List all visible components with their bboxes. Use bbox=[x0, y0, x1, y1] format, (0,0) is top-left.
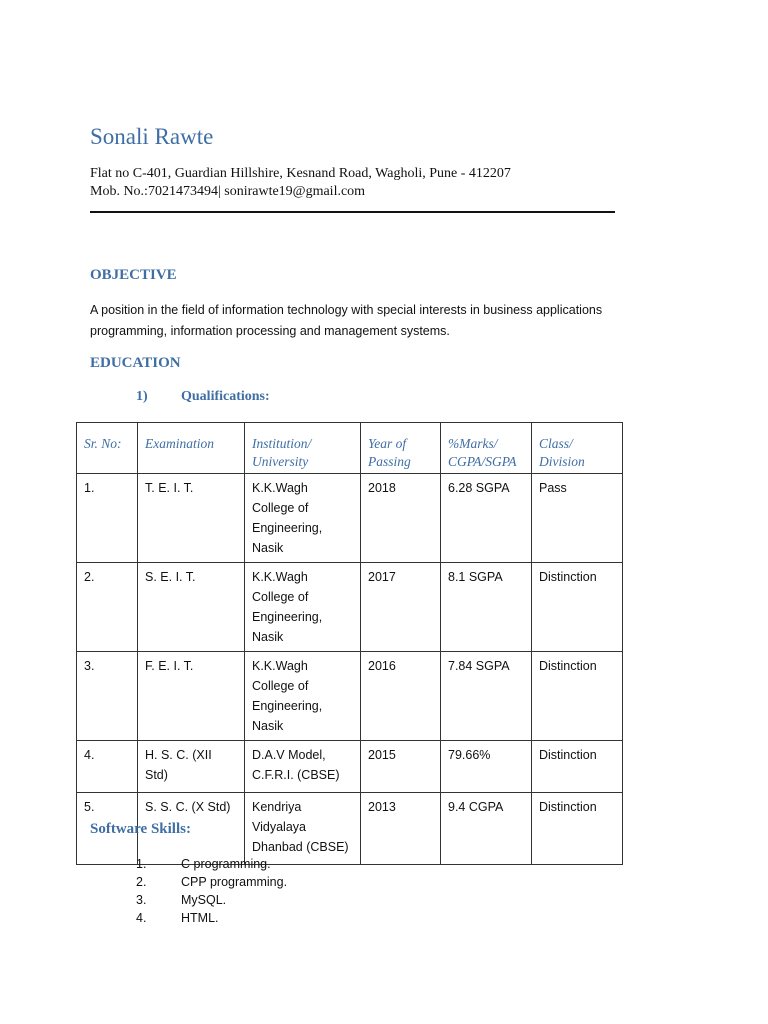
list-item bbox=[136, 909, 287, 927]
cell-marks: 9.4 CGPA bbox=[441, 793, 532, 865]
cell-year: 2018 bbox=[361, 474, 441, 563]
table-row bbox=[77, 474, 623, 563]
cell-examination: F. E. I. T. bbox=[138, 652, 245, 741]
cell-marks: 6.28 SGPA bbox=[441, 474, 532, 563]
objective-text: A position in the field of information technology with special interests in business applications programming, information processing and management systems. bbox=[90, 303, 603, 338]
qualifications-title: Qualifications: bbox=[181, 389, 270, 404]
candidate-name: Sonali Rawte bbox=[90, 124, 214, 149]
software-skills-heading: Software Skills: bbox=[90, 821, 191, 837]
cell-examination: H. S. C. (XII Std) bbox=[138, 741, 245, 793]
cell-year: 2017 bbox=[361, 563, 441, 652]
list-item-label: C programming. bbox=[181, 857, 271, 871]
list-item bbox=[136, 873, 287, 891]
cell-marks: 7.84 SGPA bbox=[441, 652, 532, 741]
column-header-examination: Examination bbox=[138, 423, 245, 474]
cell-examination: S. S. C. (X Std) bbox=[138, 793, 245, 865]
cell-institution: K.K.Wagh College of Engineering, Nasik bbox=[245, 474, 361, 563]
software-skills-list bbox=[136, 855, 287, 927]
table-header-row bbox=[77, 423, 623, 474]
qualifications-table bbox=[76, 422, 623, 865]
cell-class: Pass bbox=[532, 474, 623, 563]
column-header-year: Year of Passing bbox=[361, 423, 441, 474]
list-item-label: HTML. bbox=[181, 911, 219, 925]
list-item-number: 2. bbox=[136, 875, 147, 889]
cell-sr-no: 5. bbox=[77, 793, 138, 865]
list-item-number: 4. bbox=[136, 911, 147, 925]
cell-marks: 8.1 SGPA bbox=[441, 563, 532, 652]
cell-class: Distinction bbox=[532, 793, 623, 865]
table-row bbox=[77, 652, 623, 741]
column-header-sr-no: Sr. No: bbox=[77, 423, 138, 474]
cell-institution: Kendriya Vidyalaya Dhanbad (CBSE) bbox=[245, 793, 361, 865]
objective-heading: OBJECTIVE bbox=[90, 267, 177, 283]
cell-examination: S. E. I. T. bbox=[138, 563, 245, 652]
list-item-label: MySQL. bbox=[181, 893, 227, 907]
cell-institution: K.K.Wagh College of Engineering, Nasik bbox=[245, 563, 361, 652]
qualifications-subheading bbox=[136, 389, 270, 405]
cell-institution: D.A.V Model, C.F.R.I. (CBSE) bbox=[245, 741, 361, 793]
cell-year: 2015 bbox=[361, 741, 441, 793]
contact-line: Mob. No.:7021473494| sonirawte19@gmail.com bbox=[90, 184, 366, 199]
cell-class: Distinction bbox=[532, 652, 623, 741]
cell-class: Distinction bbox=[532, 741, 623, 793]
cell-sr-no: 3. bbox=[77, 652, 138, 741]
cell-year: 2016 bbox=[361, 652, 441, 741]
cell-examination: T. E. I. T. bbox=[138, 474, 245, 563]
cell-sr-no: 1. bbox=[77, 474, 138, 563]
cell-class: Distinction bbox=[532, 563, 623, 652]
list-item-number: 3. bbox=[136, 893, 147, 907]
list-item bbox=[136, 891, 287, 909]
table-row bbox=[77, 741, 623, 793]
header-divider bbox=[90, 211, 615, 213]
table-row bbox=[77, 563, 623, 652]
column-header-institution: Institution/ University bbox=[245, 423, 361, 474]
column-header-marks: %Marks/ CGPA/SGPA bbox=[441, 423, 532, 474]
cell-institution: K.K.Wagh College of Engineering, Nasik bbox=[245, 652, 361, 741]
qualifications-number: 1) bbox=[136, 389, 148, 404]
education-heading: EDUCATION bbox=[90, 355, 181, 371]
list-item bbox=[136, 855, 287, 873]
list-item-number: 1. bbox=[136, 857, 147, 871]
column-header-class: Class/ Division bbox=[532, 423, 623, 474]
cell-sr-no: 4. bbox=[77, 741, 138, 793]
cell-year: 2013 bbox=[361, 793, 441, 865]
cell-marks: 79.66% bbox=[441, 741, 532, 793]
address-line: Flat no C-401, Guardian Hillshire, Kesnand Road, Wagholi, Pune - 412207 bbox=[90, 166, 511, 181]
list-item-label: CPP programming. bbox=[181, 875, 288, 889]
cell-sr-no: 2. bbox=[77, 563, 138, 652]
